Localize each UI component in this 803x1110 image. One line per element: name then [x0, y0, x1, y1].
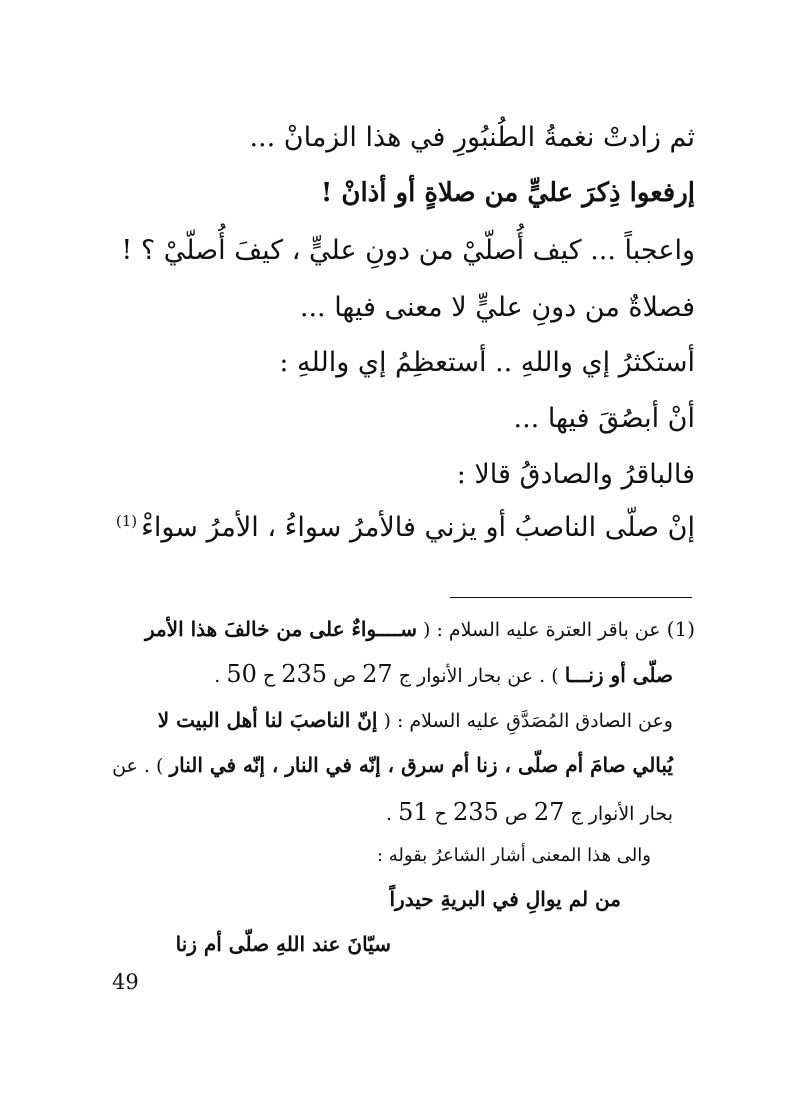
poem-line-4: فصلاةٌ من دونِ عليٍّ لا معنى فيها ...: [299, 292, 695, 323]
footnote-line-5-hadith: 51: [398, 798, 429, 826]
footnote-line-3-bold: إنّ الناصبَ لنا أهل البيت لا: [157, 708, 378, 732]
footnote-line-4-bold: يُبالي صامَ أم صلّى ، زنا أم سرق ، إنّه في النار ، إنّه في النار: [169, 753, 673, 777]
footnote-line-5-normal-a: بحار الأنوار ج: [570, 803, 673, 825]
footnote-line-2-hadith: 50: [226, 660, 257, 688]
page-number: 49: [112, 970, 139, 994]
footnote-line-2-end: .: [214, 665, 221, 687]
footnote-line-2-bold: صلّى أو زنـــا: [564, 663, 673, 687]
footnote-line-5-volume: 27: [533, 798, 565, 826]
poem-line-5: أستكثرُ إي واللهِ .. أستعظِمُ إي واللهِ :: [279, 347, 695, 378]
footnote-line-4-normal: ) . عن: [112, 755, 164, 777]
footnote-line-5-end: .: [385, 803, 393, 825]
footnote-line-2-normal-a: ) . عن بحار الأنوار ج: [398, 665, 559, 687]
footnote-separator: [450, 597, 692, 598]
poem-line-2: إرفعوا ذِكرَ عليٍّ من صلاةٍ أو أذانْ !: [320, 178, 695, 208]
footnote-line-1-bold: ســــواءٌ على من خالفَ هذا الأمر: [144, 617, 417, 641]
footnote-line-2-volume: 27: [362, 660, 393, 688]
footnote-line-2-page: 235: [281, 660, 328, 688]
footnote-line-3: [158, 708, 673, 732]
footnote-marker: (1): [115, 512, 138, 530]
poem-line-7: فالباقرُ والصادقُ قالا :: [456, 459, 695, 490]
footnote-line-1-normal: عن باقر العترة عليه السلام : (: [423, 619, 661, 641]
footnote-line-5-page: 235: [452, 798, 499, 826]
poem-line-3: واعجباً ... كيف أُصلّيْ من دونِ عليٍّ ، كيفَ أُصلّيْ ؟ !: [121, 235, 695, 266]
footnote-line-5-normal-b: ص: [504, 803, 528, 825]
poem-line-8: [116, 512, 695, 543]
poem-line-1: ثم زادتْ نغمةُ الطُنبُورِ في هذا الزمانْ ...: [249, 122, 695, 153]
footnote-number: (1): [666, 617, 695, 641]
footnote-line-5: [386, 798, 673, 826]
footnote-line-4: [112, 753, 673, 777]
footnote-line-6: والى هذا المعنى أشار الشاعرُ بقوله :: [376, 845, 651, 866]
footnote-line-2-normal-b: ص: [333, 665, 357, 687]
footnote-line-5-normal-c: ح: [434, 803, 447, 825]
footnote-line-2: [214, 660, 673, 688]
footnote-line-3-normal: وعن الصادق المُصَدَّقِ عليه السلام : (: [383, 710, 673, 732]
footnote-line-2-normal-c: ح: [262, 665, 276, 687]
poem-line-8-text: إنْ صلّى الناصبُ أو يزني فالأمرُ سواءُ ، الأمرُ سواءْ: [141, 512, 695, 543]
poem-line-6: أنْ أبصُقَ فيها ...: [513, 403, 695, 434]
verse-line-1: من لم يوالِ في البريةِ حيدراً: [389, 887, 621, 911]
verse-line-2: سيّانَ عند اللهِ صلّى أم زنا: [175, 932, 391, 956]
footnote-line-1: [145, 617, 695, 641]
